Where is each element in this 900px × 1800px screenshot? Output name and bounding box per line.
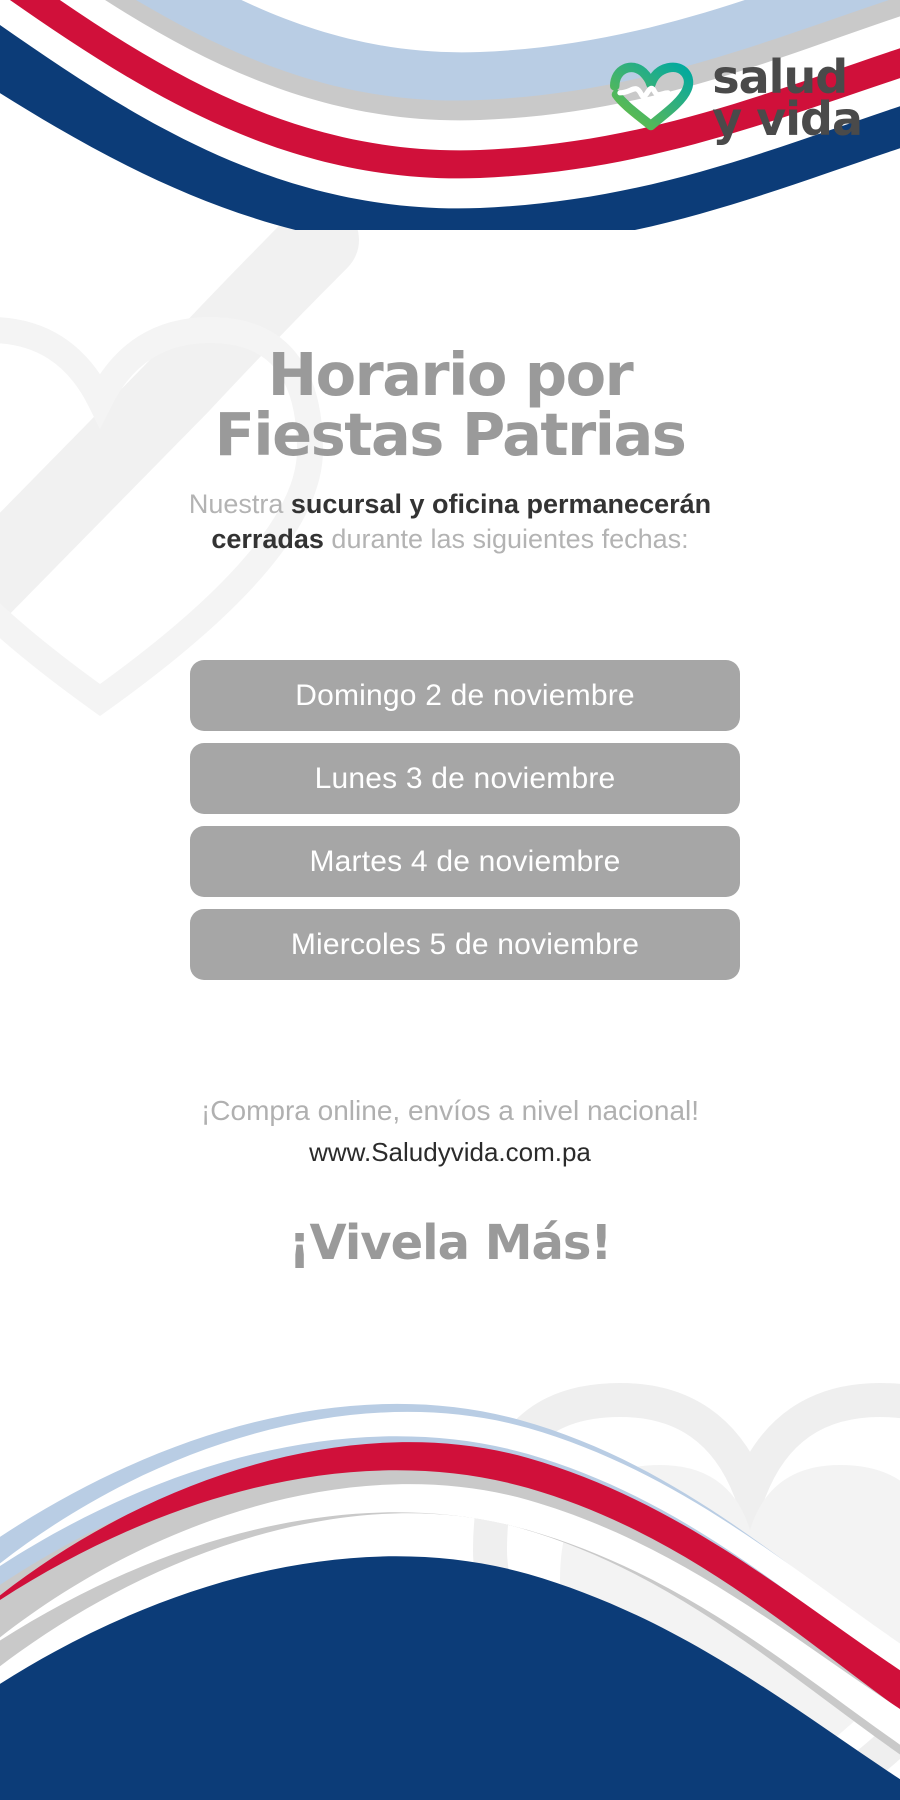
flag-ribbon-bottom xyxy=(0,1380,900,1800)
subtitle-part3: durante las siguientes fechas: xyxy=(323,523,689,554)
page-title-line1: Horario por xyxy=(267,340,633,409)
subtitle xyxy=(150,487,750,556)
page-title xyxy=(0,340,900,470)
list-item: Lunes 3 de noviembre xyxy=(190,743,740,814)
promo-text: ¡Compra online, envíos a nivel nacional! xyxy=(200,1095,700,1126)
heart-icon xyxy=(602,55,698,141)
subtitle-strong2: permanecerán cerradas xyxy=(211,489,712,554)
website-url[interactable]: www.Saludyvida.com.pa xyxy=(309,1137,591,1167)
closed-dates-list xyxy=(190,660,740,980)
list-item: Domingo 2 de noviembre xyxy=(190,660,740,731)
brand-name xyxy=(712,49,862,146)
page-title-line2: Fiestas Patrias xyxy=(214,400,686,470)
list-item: Miercoles 5 de noviembre xyxy=(190,909,740,980)
slogan-text: ¡Vivela Más! xyxy=(288,1215,612,1271)
brand-logo xyxy=(602,49,862,146)
brand-name-line2: y vida xyxy=(712,92,862,146)
brand-name-line1: salud xyxy=(712,49,848,104)
subtitle-strong1: sucursal y oficina xyxy=(290,489,519,519)
subtitle-part2 xyxy=(519,489,527,519)
list-item: Martes 4 de noviembre xyxy=(190,826,740,897)
subtitle-part1: Nuestra xyxy=(188,489,291,519)
